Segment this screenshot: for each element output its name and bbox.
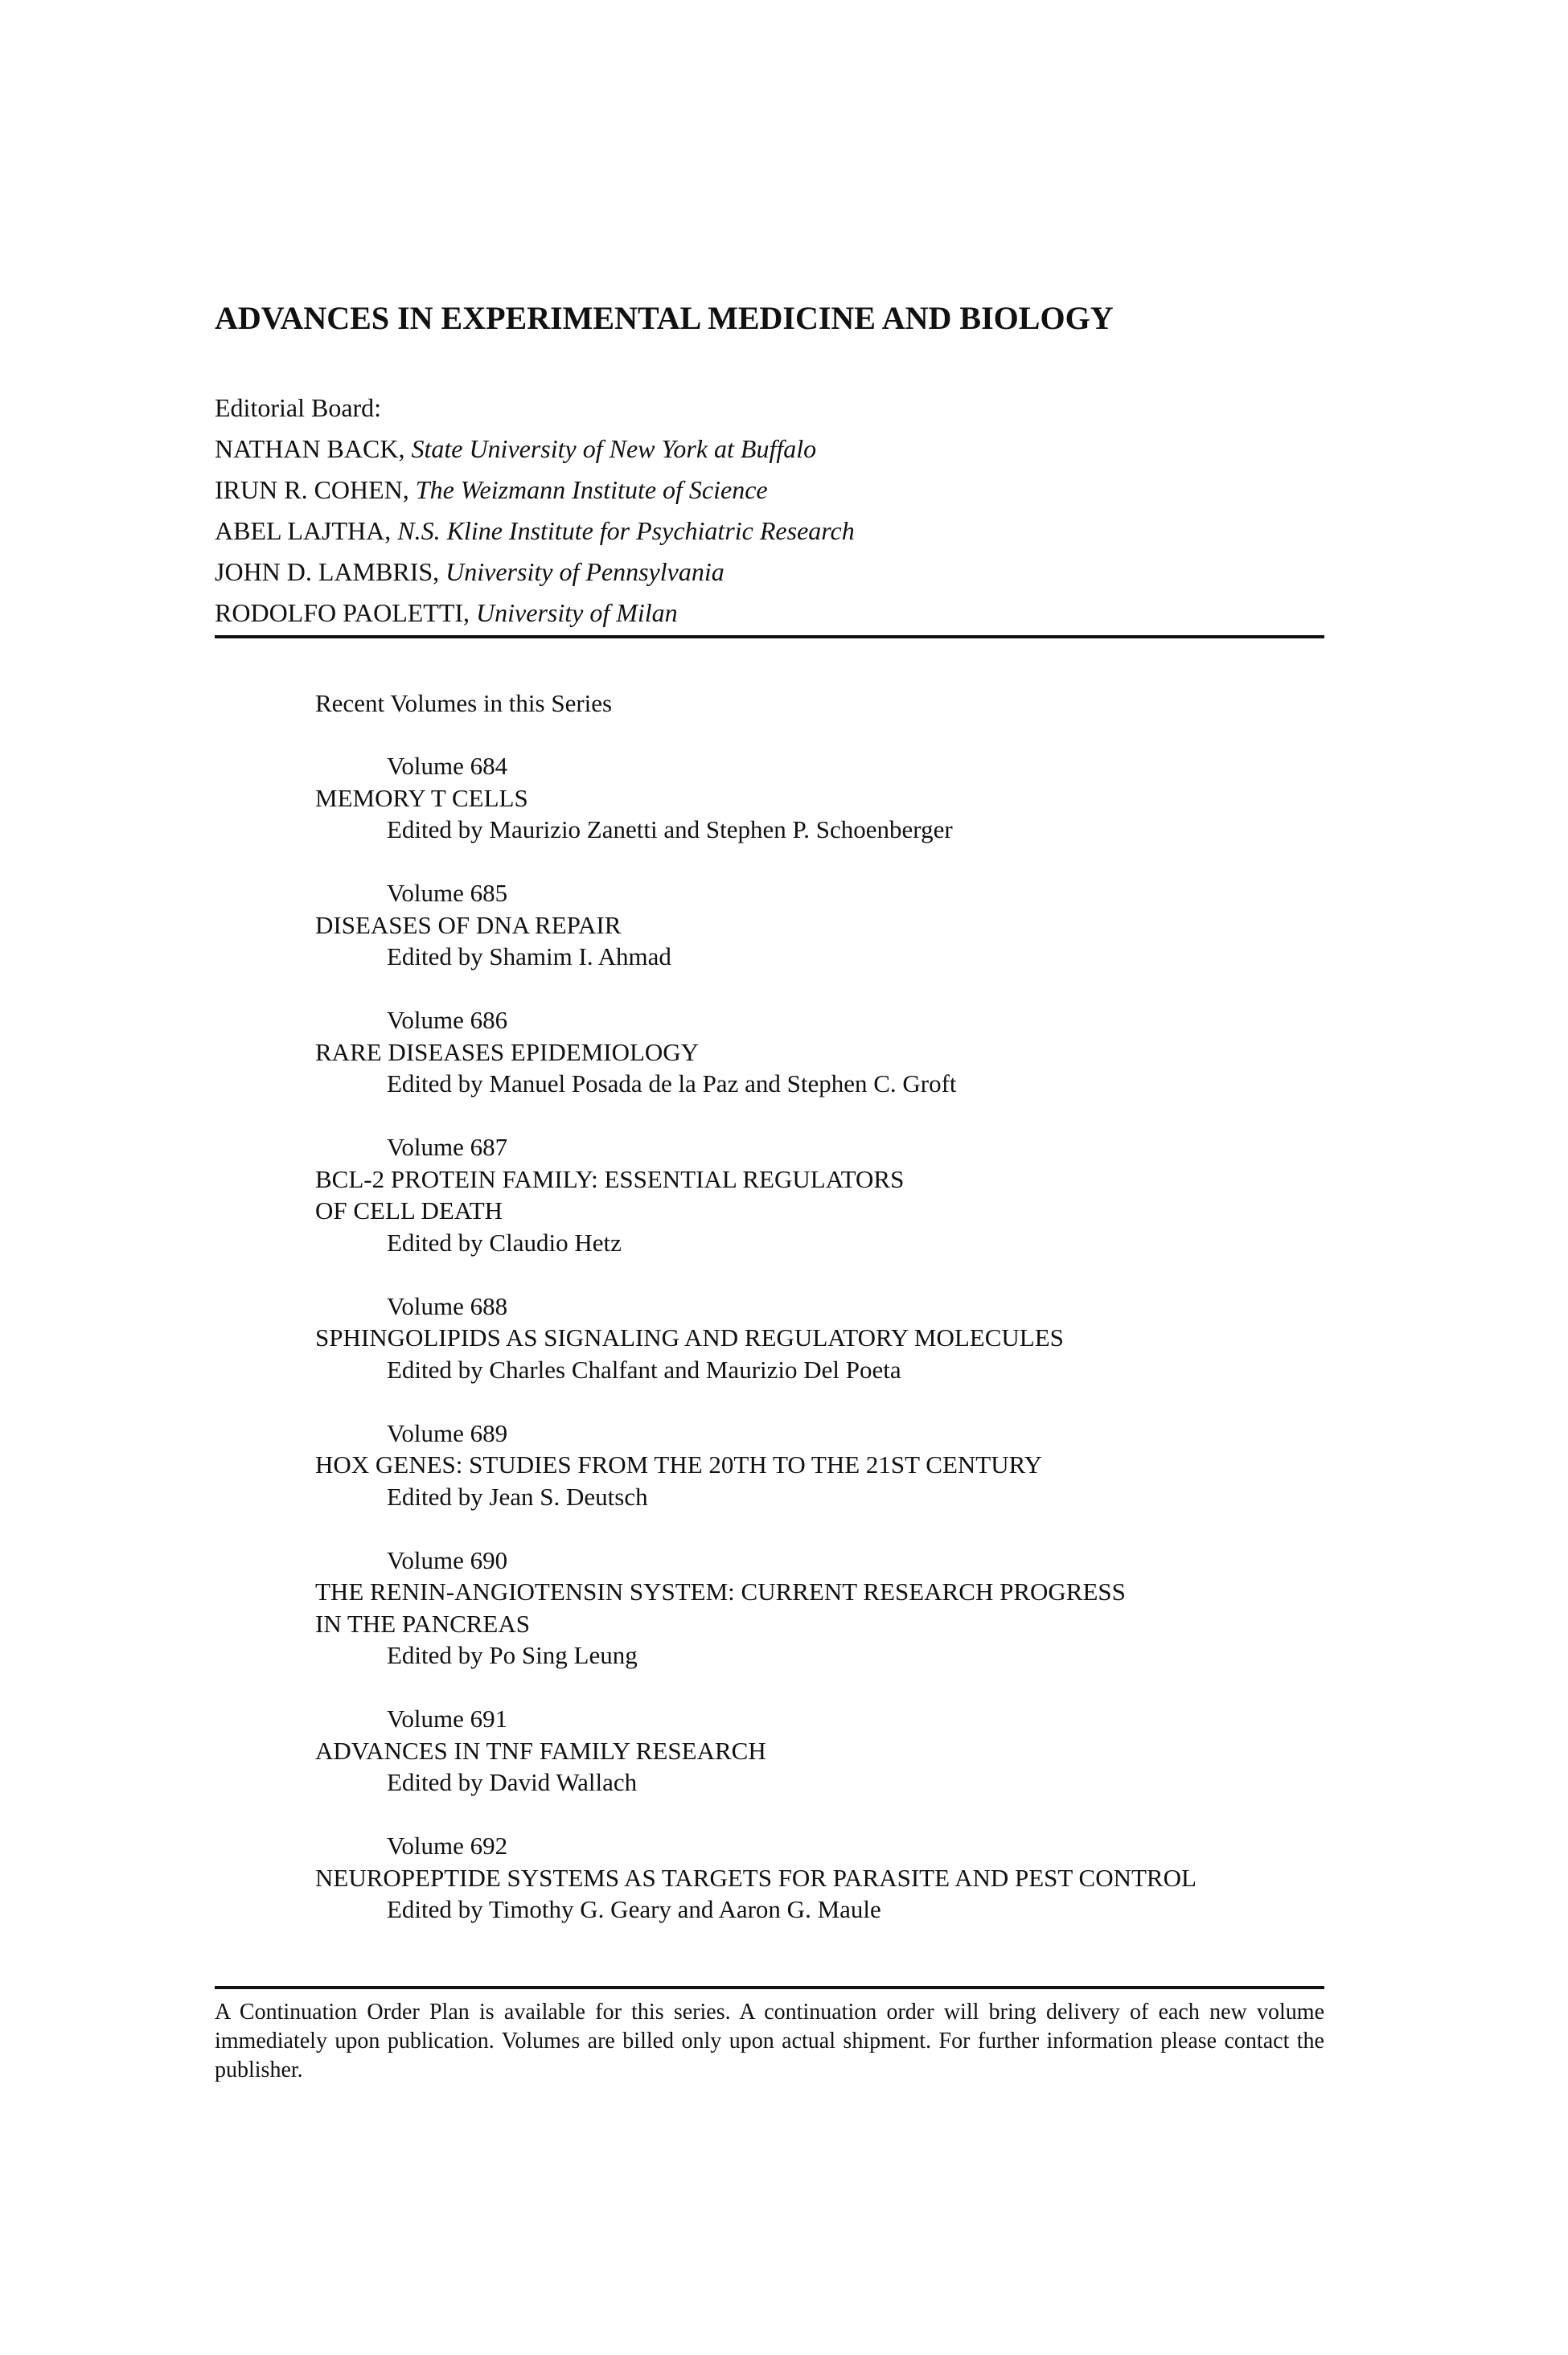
bottom-divider [215,1986,1324,1989]
recent-volumes [315,687,1320,1957]
volume-title: THE RENIN-ANGIOTENSIN SYSTEM: CURRENT RESEARCH PROGRESS [315,1578,1126,1606]
volume-number: Volume 692 [387,1832,508,1860]
volume-title: NEUROPEPTIDE SYSTEMS AS TARGETS FOR PARASITE AND PEST CONTROL [315,1863,1197,1892]
member-affiliation: N.S. Kline Institute for Psychiatric Research [397,516,855,545]
volume-title-continued: IN THE PANCREAS [315,1609,530,1638]
volume-entry [315,1830,1320,1926]
volume-entry [315,1703,1320,1799]
volume-entry [315,1418,1320,1513]
board-member [215,429,1324,470]
member-name: RODOLFO PAOLETTI, [215,598,470,627]
volume-editors: Edited by Po Sing Leung [387,1641,638,1669]
board-member [215,470,1324,511]
volume-title: BCL-2 PROTEIN FAMILY: ESSENTIAL REGULATORS [315,1164,905,1193]
volume-editors: Edited by Maurizio Zanetti and Stephen P. Schoenberger [387,815,953,843]
member-affiliation: University of Milan [476,598,678,627]
volume-title: ADVANCES IN TNF FAMILY RESEARCH [315,1736,766,1765]
board-member [215,511,1324,552]
volume-number: Volume 688 [387,1291,508,1320]
top-divider [215,635,1324,638]
volume-entry [315,1004,1320,1100]
volume-editors: Edited by Manuel Posada de la Paz and Stephen C. Groft [387,1069,957,1097]
member-name: JOHN D. LAMBRIS, [215,557,440,586]
member-affiliation: University of Pennsylvania [445,557,724,586]
editorial-board-heading: Editorial Board: [215,393,382,422]
member-name: NATHAN BACK, [215,434,405,463]
volume-number: Volume 690 [387,1545,508,1574]
volume-editors: Edited by Shamim I. Ahmad [387,942,671,970]
volume-number: Volume 685 [387,879,508,907]
board-member [215,552,1324,593]
volume-editors: Edited by Charles Chalfant and Maurizio Del Poeta [387,1355,901,1384]
member-affiliation: State University of New York at Buffalo [411,434,817,463]
volume-title-continued: OF CELL DEATH [315,1196,503,1225]
volume-entry [315,750,1320,846]
member-name: IRUN R. COHEN, [215,475,409,504]
volume-editors: Edited by Claudio Hetz [387,1228,622,1257]
volume-number: Volume 691 [387,1705,508,1733]
volume-title: SPHINGOLIPIDS AS SIGNALING AND REGULATORY MOLECULES [315,1323,1064,1352]
volume-title: DISEASES OF DNA REPAIR [315,910,622,939]
volume-number: Volume 689 [387,1418,508,1447]
volume-entry [315,1290,1320,1386]
series-title: ADVANCES IN EXPERIMENTAL MEDICINE AND BIOLOGY [215,300,1114,336]
volume-entry [315,1131,1320,1258]
volume-editors: Edited by David Wallach [387,1768,638,1796]
volume-number: Volume 686 [387,1006,508,1034]
volume-entry [315,1545,1320,1672]
volume-editors: Edited by Jean S. Deutsch [387,1482,648,1511]
volume-number: Volume 684 [387,752,508,780]
volume-title: MEMORY T CELLS [315,783,528,812]
member-name: ABEL LAJTHA, [215,516,392,545]
recent-volumes-heading: Recent Volumes in this Series [315,689,613,717]
volume-editors: Edited by Timothy G. Geary and Aaron G. Maule [387,1895,881,1923]
continuation-order-note: A Continuation Order Plan is available for this series. A continuation order will bring delivery of each new volume immediately upon publication. Volumes are billed only upon actual shipment. For further information please contact the publisher. [215,2000,1324,2082]
volume-number: Volume 687 [387,1133,508,1161]
volume-title: RARE DISEASES EPIDEMIOLOGY [315,1037,700,1066]
volume-entry [315,877,1320,973]
member-affiliation: The Weizmann Institute of Science [415,475,768,504]
editorial-board [215,388,1324,634]
volume-title: HOX GENES: STUDIES FROM THE 20TH TO THE 21ST CENTURY [315,1450,1042,1479]
board-member [215,593,1324,634]
